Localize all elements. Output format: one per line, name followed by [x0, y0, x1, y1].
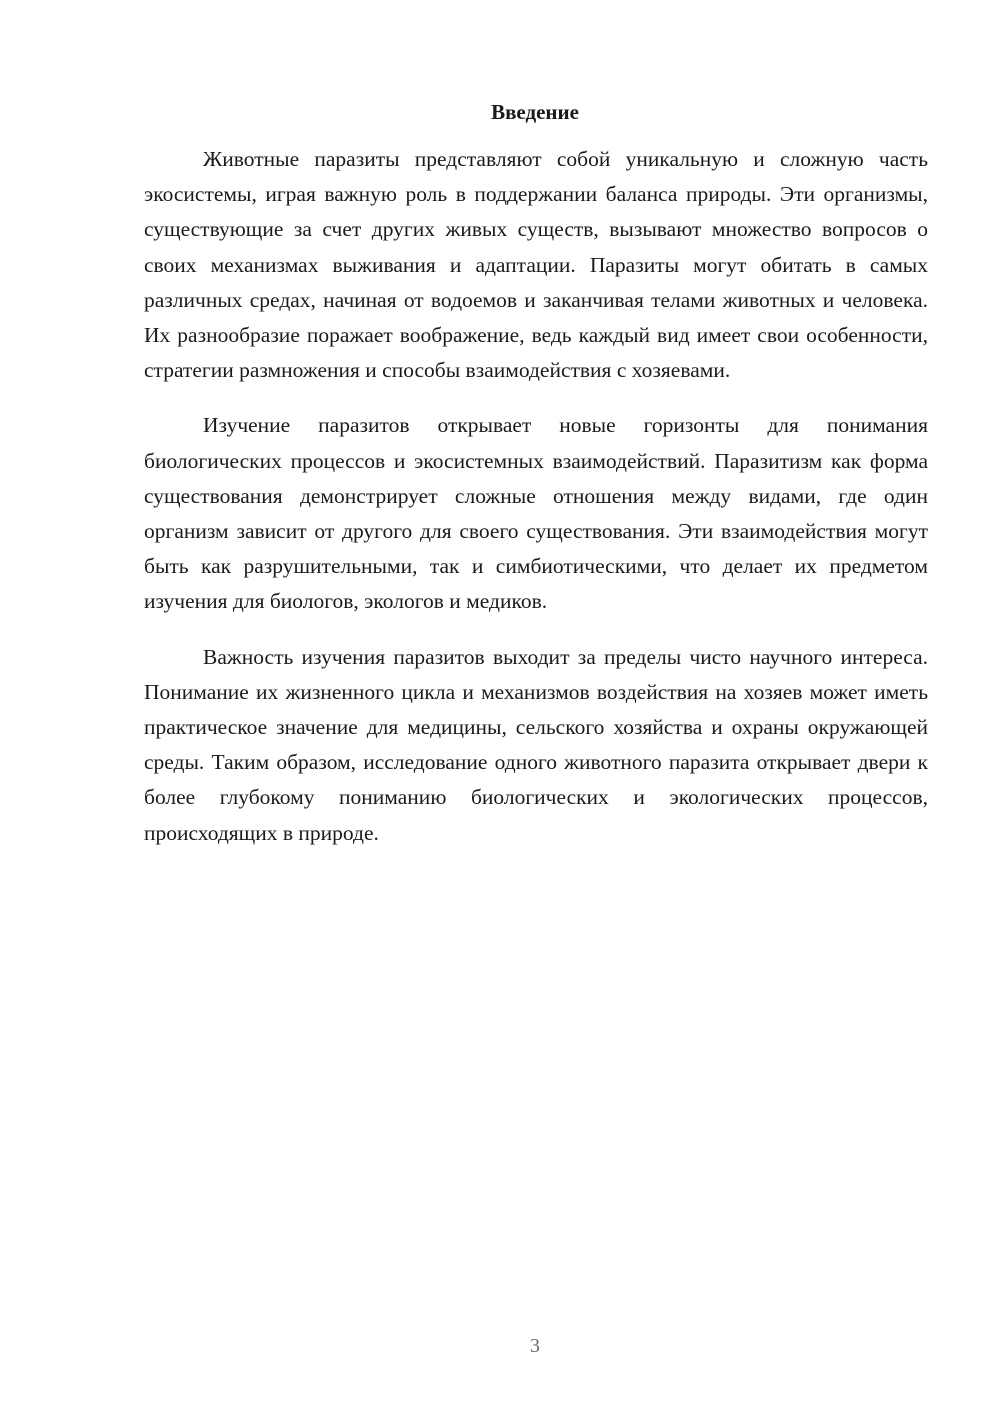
page-number: 3 [530, 1335, 540, 1357]
paragraph-3: Важность изучения паразитов выходит за пределы чисто научного интереса. Понимание их жизненного цикла и механизмов воздействия на хозяев может иметь практическое значение для медицины, сельского хозяйства и охраны окружающей среды. Таким образом, исследование одного животного паразита открывает двери к более глубокому пониманию биологических и экологических процессов, происходящих в природе. [144, 644, 928, 845]
paragraph-2: Изучение паразитов открывает новые горизонты для понимания биологических процессов и экосистемных взаимодействий. Паразитизм как форма существования демонстрирует сложные отношения между видами, где один организм зависит от другого для своего существования. Эти взаимодействия могут быть как разрушительными, так и симбиотическими, что делает их предметом изучения для биологов, экологов и медиков. [144, 413, 928, 614]
paragraph-1: Животные паразиты представляют собой уникальную и сложную часть экосистемы, играя важную роль в поддержании баланса природы. Эти организмы, существующие за счет других живых существ, вызывают множество вопросов о своих механизмах выживания и адаптации. Паразиты могут обитать в самых различных средах, начиная от водоемов и заканчивая телами животных и человека. Их разнообразие поражает воображение, ведь каждый вид имеет свои особенности, стратегии размножения и способы взаимодействия с хозяевами. [144, 147, 928, 383]
section-heading: Введение [491, 100, 579, 124]
body-text [144, 142, 928, 871]
